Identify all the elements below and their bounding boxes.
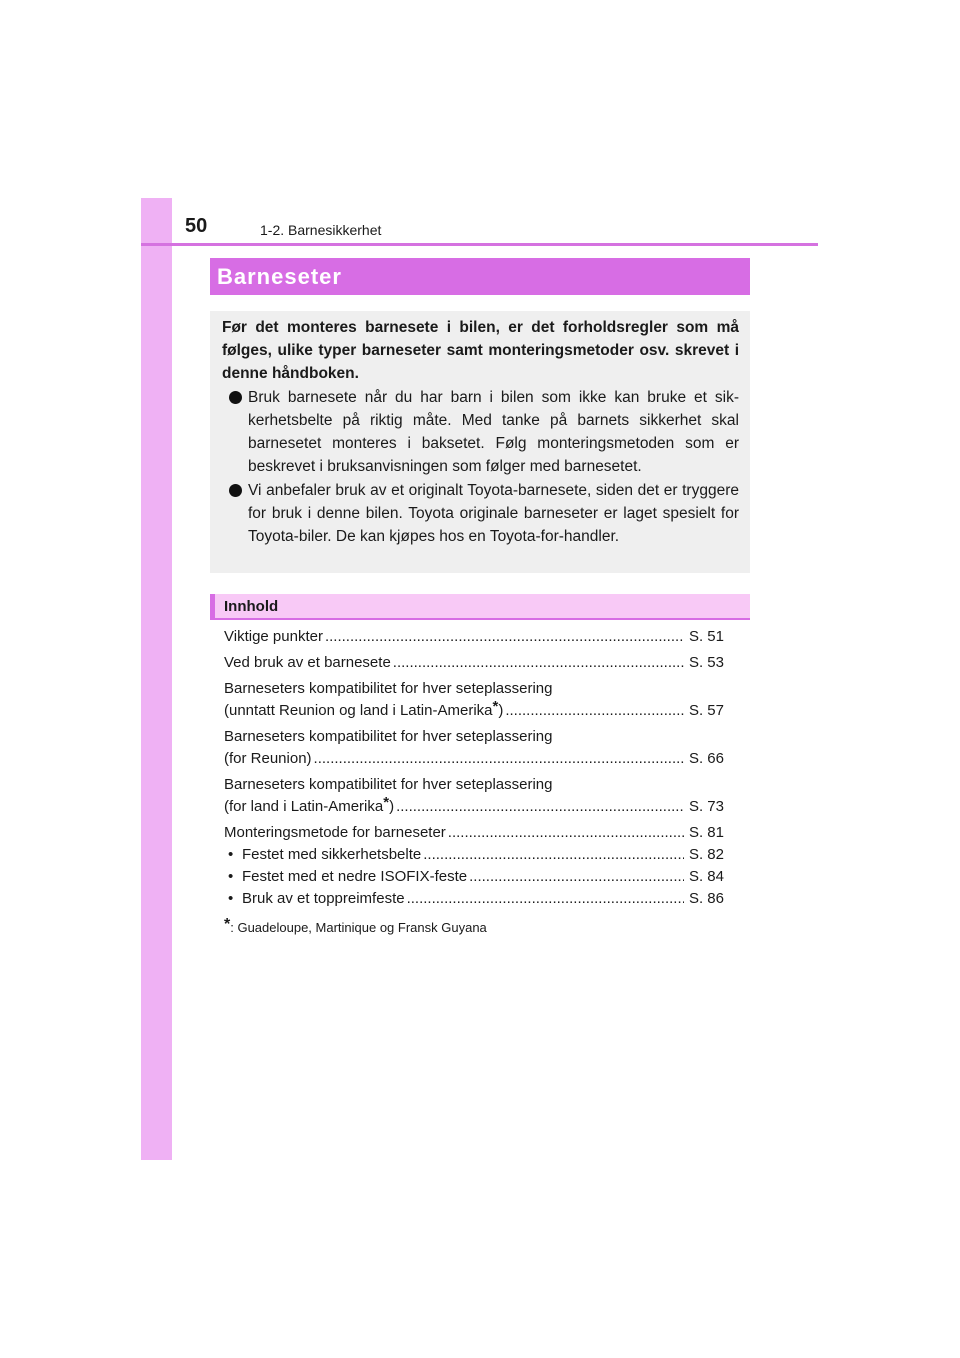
- toc-entry-text: Bruk av et toppreimfeste: [242, 890, 405, 907]
- contents-heading: Innhold: [224, 598, 279, 615]
- toc-entry-text: (unntatt Reunion og land i Latin-Amerika*): [224, 698, 504, 719]
- toc-leader: [396, 796, 684, 818]
- toc-entry-line1: Barneseters kompatibilitet for hver seteplassering: [224, 776, 553, 793]
- toc-leader: [325, 626, 684, 648]
- toc-entry[interactable]: [224, 652, 724, 674]
- toc-leader: [469, 866, 684, 888]
- intro-bullet-text: Bruk barnesete når du har barn i bilen som ikke kan bruke et sik-kerhetsbelte på riktig måte. Med tanke på barnets sikkerhet skal barnesetet monteres i baksetet. Følg monteringsmetoden som er beskrevet i bruksanvisningen som følger med barnesetet.: [248, 389, 739, 475]
- page-number: 50: [185, 215, 208, 237]
- contents-heading-bar: [210, 594, 750, 620]
- toc-page: S. 51: [688, 628, 724, 645]
- chapter-title: 1-2. Barnesikkerhet: [260, 222, 382, 238]
- intro-bullet: [222, 479, 739, 548]
- intro-bullet-text: Vi anbefaler bruk av et originalt Toyota-barnesete, siden det er tryggere for bruk i denne bilen. Toyota originale barneseter er laget spesielt for Toyota-biler. De kan kjøpes hos en Toyota-for-handler.: [248, 482, 739, 545]
- toc-entry[interactable]: [224, 678, 724, 722]
- intro-box: [210, 311, 750, 573]
- side-tab-strip: [141, 198, 172, 1160]
- toc-leader: [505, 700, 684, 722]
- toc-entry[interactable]: [224, 822, 724, 844]
- toc-entry-text: Festet med sikkerhetsbelte: [242, 846, 422, 863]
- toc-entry-text: Ved bruk av et barnesete: [224, 654, 391, 671]
- toc-page: S. 66: [688, 750, 724, 767]
- toc-page: S. 73: [688, 798, 724, 815]
- intro-lead: Før det monteres barnesete i bilen, er det forholdsregler som må følges, ulike typer barneseter samt monteringsmetoder osv. skrevet i denne håndboken.: [222, 319, 739, 382]
- asterisk-mark: *: [492, 698, 499, 715]
- toc-entry-text: Festet med et nedre ISOFIX-feste: [242, 868, 468, 885]
- table-of-contents: [224, 626, 724, 938]
- toc-entry[interactable]: [224, 726, 724, 770]
- toc-leader: [314, 748, 684, 770]
- bullet-dot-icon: [229, 484, 242, 497]
- footnote: [224, 918, 724, 938]
- toc-leader: [407, 888, 684, 910]
- toc-entry-text: (for Reunion): [224, 750, 312, 767]
- toc-sub-entry[interactable]: [224, 866, 724, 888]
- sub-bullet: •: [228, 846, 234, 863]
- toc-leader: [448, 822, 684, 844]
- toc-page: S. 84: [688, 868, 724, 885]
- toc-entry[interactable]: [224, 774, 724, 818]
- toc-leader: [423, 844, 684, 866]
- toc-page: S. 86: [688, 890, 724, 907]
- toc-entry-text: Monteringsmetode for barneseter: [224, 824, 446, 841]
- sub-bullet: •: [228, 890, 234, 907]
- toc-entry-line1: Barneseters kompatibilitet for hver seteplassering: [224, 680, 553, 697]
- toc-page: S. 57: [688, 702, 724, 719]
- toc-sub-entry[interactable]: [224, 844, 724, 866]
- intro-bullet: [222, 386, 739, 478]
- header-rule: [141, 243, 818, 246]
- toc-page: S. 53: [688, 654, 724, 671]
- toc-page: S. 82: [688, 846, 724, 863]
- toc-page: S. 81: [688, 824, 724, 841]
- section-title-bar: [210, 258, 750, 295]
- toc-sub-entry[interactable]: [224, 888, 724, 910]
- toc-leader: [393, 652, 684, 674]
- section-title: Barneseter: [217, 264, 342, 289]
- toc-entry-text: Viktige punkter: [224, 628, 323, 645]
- toc-entry-text: (for land i Latin-Amerika*): [224, 794, 395, 815]
- sub-bullet: •: [228, 868, 234, 885]
- asterisk-mark: *: [383, 794, 390, 811]
- toc-entry-line1: Barneseters kompatibilitet for hver seteplassering: [224, 728, 553, 745]
- toc-group: [224, 822, 724, 910]
- footnote-text: : Guadeloupe, Martinique og Fransk Guyana: [230, 920, 487, 935]
- toc-entry[interactable]: [224, 626, 724, 648]
- asterisk-mark: *: [224, 916, 231, 933]
- bullet-dot-icon: [229, 391, 242, 404]
